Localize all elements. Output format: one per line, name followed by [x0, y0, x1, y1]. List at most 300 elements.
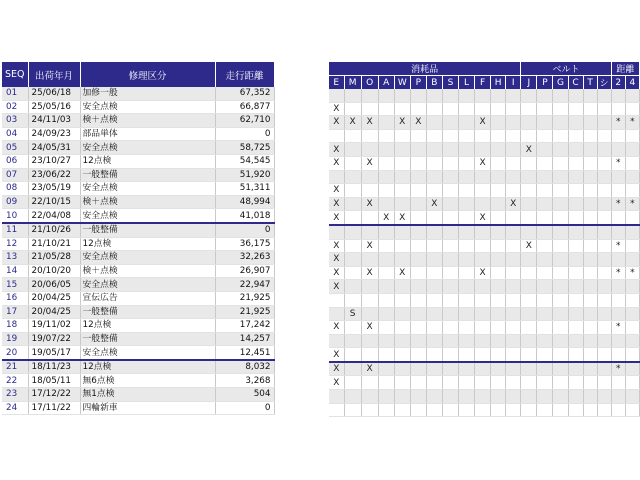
mark-cell: [329, 390, 344, 404]
row-distance: 21,925: [215, 305, 274, 319]
mark-cell: [475, 197, 491, 211]
row-seq: 18: [2, 319, 28, 333]
table-row[interactable]: [2, 291, 274, 305]
sub-header-5: P: [410, 76, 426, 90]
mark-cell: [597, 239, 611, 253]
row-seq: 17: [2, 305, 28, 319]
mark-cell: [394, 334, 410, 348]
mark-cell: [378, 143, 394, 157]
parts-row[interactable]: [329, 225, 640, 239]
mark-cell: [344, 280, 361, 294]
mark-cell: [521, 211, 537, 225]
mark-cell: [410, 211, 426, 225]
row-category: 12点検: [80, 154, 215, 168]
mark-cell: [329, 334, 344, 348]
row-seq: 02: [2, 100, 28, 114]
mark-cell: [537, 280, 553, 294]
mark-cell: [611, 376, 625, 390]
mark-cell: [344, 334, 361, 348]
mark-cell: [611, 293, 625, 307]
col-header-distance[interactable]: 走行距離: [215, 62, 274, 87]
table-row[interactable]: [2, 319, 274, 333]
mark-cell: [458, 280, 474, 294]
mark-cell: [410, 143, 426, 157]
mark-cell: [458, 239, 474, 253]
table-row[interactable]: [2, 168, 274, 182]
mark-cell: [537, 334, 553, 348]
row-seq: 21: [2, 360, 28, 374]
table-row[interactable]: [2, 346, 274, 360]
mark-cell: [475, 362, 491, 376]
mark-cell: [394, 253, 410, 267]
mark-cell: [597, 143, 611, 157]
mark-cell: [553, 403, 568, 417]
mark-cell: [521, 266, 537, 280]
mark-cell: [597, 197, 611, 211]
mark-cell: [597, 403, 611, 417]
mark-cell: [521, 293, 537, 307]
mark-cell: [361, 253, 378, 267]
row-seq: 03: [2, 114, 28, 128]
parts-row[interactable]: [329, 348, 640, 362]
parts-row[interactable]: [329, 89, 640, 102]
parts-row[interactable]: [329, 184, 640, 198]
mark-cell: [583, 390, 597, 404]
mark-cell: [410, 362, 426, 376]
parts-row[interactable]: [329, 307, 640, 321]
mark-cell: [491, 334, 506, 348]
mark-cell: [475, 334, 491, 348]
row-category: 宣伝広告: [80, 291, 215, 305]
mark-cell: [553, 321, 568, 335]
mark-cell: [521, 197, 537, 211]
mark-cell: [426, 102, 442, 116]
mark-cell: [553, 362, 568, 376]
sub-header-2: O: [361, 76, 378, 90]
mark-cell: [537, 211, 553, 225]
mark-cell: [361, 225, 378, 239]
mark-cell: [491, 253, 506, 267]
mark-cell: [583, 321, 597, 335]
mark-cell: X: [394, 266, 410, 280]
col-header-seq[interactable]: SEQ: [2, 62, 28, 87]
mark-cell: [344, 390, 361, 404]
mark-cell: [426, 348, 442, 362]
sub-header-7: S: [442, 76, 458, 90]
mark-cell: [583, 280, 597, 294]
mark-cell: [475, 239, 491, 253]
row-seq: 19: [2, 332, 28, 346]
parts-row[interactable]: [329, 321, 640, 335]
mark-cell: [583, 156, 597, 170]
mark-cell: [625, 129, 639, 143]
row-distance: 0: [215, 401, 274, 415]
mark-cell: [344, 129, 361, 143]
mark-cell: [537, 129, 553, 143]
mark-cell: [625, 102, 639, 116]
mark-cell: [597, 211, 611, 225]
mark-cell: [344, 293, 361, 307]
mark-cell: [378, 293, 394, 307]
table-row[interactable]: [2, 305, 274, 319]
table-row[interactable]: [2, 388, 274, 402]
mark-cell: [553, 348, 568, 362]
mark-cell: [537, 348, 553, 362]
mark-cell: [553, 89, 568, 102]
mark-cell: [442, 390, 458, 404]
row-distance: 8,032: [215, 360, 274, 374]
mark-cell: [568, 403, 583, 417]
mark-cell: [625, 334, 639, 348]
sub-header-10: H: [491, 76, 506, 90]
mark-cell: [625, 225, 639, 239]
mark-cell: [583, 211, 597, 225]
mark-cell: [378, 170, 394, 184]
row-distance: 0: [215, 223, 274, 237]
mark-cell: [553, 184, 568, 198]
mark-cell: [568, 225, 583, 239]
mark-cell: [442, 321, 458, 335]
row-distance: 12,451: [215, 346, 274, 360]
table-row[interactable]: [2, 237, 274, 251]
row-category: 安全点検: [80, 141, 215, 155]
row-date: 22/04/08: [28, 209, 80, 223]
mark-cell: [442, 266, 458, 280]
mark-cell: [361, 89, 378, 102]
row-seq: 20: [2, 346, 28, 360]
mark-cell: [625, 156, 639, 170]
mark-cell: [583, 116, 597, 130]
mark-cell: X: [329, 253, 344, 267]
mark-cell: [611, 334, 625, 348]
parts-table-panel: [329, 62, 640, 417]
parts-row[interactable]: [329, 253, 640, 267]
mark-cell: [491, 307, 506, 321]
mark-cell: [553, 156, 568, 170]
mark-cell: [329, 170, 344, 184]
mark-cell: [442, 197, 458, 211]
row-category: 無1点検: [80, 388, 215, 402]
sub-header-16: T: [583, 76, 597, 90]
mark-cell: [344, 253, 361, 267]
mark-cell: [521, 321, 537, 335]
parts-row[interactable]: [329, 334, 640, 348]
table-row[interactable]: [2, 401, 274, 415]
row-category: 部品単体: [80, 127, 215, 141]
mark-cell: [491, 239, 506, 253]
parts-row[interactable]: [329, 390, 640, 404]
row-seq: 04: [2, 127, 28, 141]
mark-cell: [597, 253, 611, 267]
mark-cell: [491, 348, 506, 362]
table-row[interactable]: [2, 141, 274, 155]
row-distance: 41,018: [215, 209, 274, 223]
mark-cell: [583, 293, 597, 307]
mark-cell: [568, 184, 583, 198]
mark-cell: [521, 403, 537, 417]
row-category: 安全点検: [80, 346, 215, 360]
sub-header-18: 2: [611, 76, 625, 90]
mark-cell: [611, 143, 625, 157]
mark-cell: [521, 102, 537, 116]
parts-row[interactable]: [329, 293, 640, 307]
row-category: 安全点検: [80, 209, 215, 223]
mark-cell: X: [394, 116, 410, 130]
mark-cell: X: [361, 266, 378, 280]
row-date: 20/04/25: [28, 305, 80, 319]
row-date: 23/10/27: [28, 154, 80, 168]
table-row[interactable]: [2, 209, 274, 223]
mark-cell: [458, 376, 474, 390]
mark-cell: [597, 89, 611, 102]
parts-row[interactable]: [329, 116, 640, 130]
mark-cell: [442, 280, 458, 294]
mark-cell: X: [329, 280, 344, 294]
mark-cell: [344, 376, 361, 390]
mark-cell: [568, 321, 583, 335]
parts-row[interactable]: [329, 239, 640, 253]
mark-cell: [568, 280, 583, 294]
mark-cell: [458, 156, 474, 170]
table-row[interactable]: [2, 374, 274, 388]
row-seq: 07: [2, 168, 28, 182]
mark-cell: X: [521, 143, 537, 157]
mark-cell: [506, 334, 521, 348]
parts-row[interactable]: [329, 362, 640, 376]
row-seq: 13: [2, 251, 28, 265]
parts-row[interactable]: [329, 376, 640, 390]
table-row[interactable]: [2, 360, 274, 374]
mark-cell: [597, 170, 611, 184]
mark-cell: [475, 89, 491, 102]
mark-cell: [378, 197, 394, 211]
mark-cell: [553, 129, 568, 143]
table-row[interactable]: [2, 87, 274, 100]
table-row[interactable]: [2, 154, 274, 168]
mark-cell: [597, 362, 611, 376]
mark-cell: [506, 376, 521, 390]
mark-cell: X: [329, 116, 344, 130]
mark-cell: [553, 239, 568, 253]
mark-cell: [442, 129, 458, 143]
mark-cell: X: [378, 211, 394, 225]
mark-cell: [625, 143, 639, 157]
mark-cell: [506, 293, 521, 307]
parts-row[interactable]: [329, 129, 640, 143]
row-category: 12点検: [80, 237, 215, 251]
row-distance: 21,925: [215, 291, 274, 305]
table-row[interactable]: [2, 182, 274, 196]
mark-cell: [426, 225, 442, 239]
col-header-date[interactable]: 出荷年月: [28, 62, 80, 87]
mark-cell: [568, 197, 583, 211]
mark-cell: [426, 143, 442, 157]
mark-cell: [537, 293, 553, 307]
table-row[interactable]: [2, 223, 274, 237]
table-row[interactable]: [2, 195, 274, 209]
mark-cell: [625, 348, 639, 362]
mark-cell: [344, 184, 361, 198]
row-date: 24/05/31: [28, 141, 80, 155]
parts-row[interactable]: [329, 156, 640, 170]
mark-cell: [611, 348, 625, 362]
table-row[interactable]: [2, 114, 274, 128]
row-seq: 08: [2, 182, 28, 196]
mark-cell: [553, 211, 568, 225]
parts-row[interactable]: [329, 170, 640, 184]
mark-cell: [410, 376, 426, 390]
mark-cell: [426, 266, 442, 280]
mark-cell: [475, 348, 491, 362]
mark-cell: [475, 293, 491, 307]
parts-row[interactable]: [329, 102, 640, 116]
mark-cell: [491, 156, 506, 170]
mark-cell: [442, 211, 458, 225]
mark-cell: [568, 307, 583, 321]
mark-cell: [442, 307, 458, 321]
mark-cell: [553, 197, 568, 211]
mark-cell: [553, 266, 568, 280]
mark-cell: [344, 197, 361, 211]
table-row[interactable]: [2, 251, 274, 265]
mark-cell: [475, 129, 491, 143]
mark-cell: [568, 102, 583, 116]
row-distance: 67,352: [215, 87, 274, 100]
mark-cell: [625, 184, 639, 198]
mark-cell: [442, 89, 458, 102]
parts-row[interactable]: [329, 403, 640, 417]
mark-cell: [553, 143, 568, 157]
mark-cell: [506, 321, 521, 335]
mark-cell: [344, 403, 361, 417]
mark-cell: [329, 225, 344, 239]
mark-cell: [491, 143, 506, 157]
table-row[interactable]: [2, 127, 274, 141]
mark-cell: [583, 170, 597, 184]
mark-cell: X: [329, 376, 344, 390]
mark-cell: [491, 390, 506, 404]
mark-cell: [410, 89, 426, 102]
mark-cell: [394, 376, 410, 390]
table-row[interactable]: [2, 100, 274, 114]
mark-cell: [625, 376, 639, 390]
mark-cell: [378, 156, 394, 170]
mark-cell: [537, 239, 553, 253]
mark-cell: [475, 403, 491, 417]
mark-cell: [491, 89, 506, 102]
parts-row[interactable]: [329, 266, 640, 280]
mark-cell: [568, 116, 583, 130]
mark-cell: [568, 348, 583, 362]
table-row[interactable]: [2, 332, 274, 346]
mark-cell: [475, 390, 491, 404]
mark-cell: [458, 197, 474, 211]
parts-row[interactable]: [329, 211, 640, 225]
row-distance: 17,242: [215, 319, 274, 333]
mark-cell: [625, 293, 639, 307]
mark-cell: [394, 143, 410, 157]
mark-cell: [458, 362, 474, 376]
row-seq: 09: [2, 195, 28, 209]
row-seq: 15: [2, 278, 28, 292]
mark-cell: [458, 253, 474, 267]
parts-row[interactable]: [329, 197, 640, 211]
mark-cell: [475, 102, 491, 116]
mark-cell: [506, 280, 521, 294]
row-seq: 24: [2, 401, 28, 415]
row-date: 24/11/03: [28, 114, 80, 128]
table-row[interactable]: [2, 278, 274, 292]
mark-cell: [583, 129, 597, 143]
col-header-category[interactable]: 修理区分: [80, 62, 215, 87]
mark-cell: [394, 184, 410, 198]
mark-cell: [410, 348, 426, 362]
mark-cell: [611, 170, 625, 184]
row-date: 18/11/23: [28, 360, 80, 374]
mark-cell: [475, 307, 491, 321]
mark-cell: [568, 253, 583, 267]
mark-cell: [506, 116, 521, 130]
parts-row[interactable]: [329, 143, 640, 157]
parts-row[interactable]: [329, 280, 640, 294]
mark-cell: X: [329, 211, 344, 225]
mark-cell: [458, 266, 474, 280]
mark-cell: [475, 376, 491, 390]
mark-cell: [611, 102, 625, 116]
mark-cell: X: [361, 362, 378, 376]
mark-cell: [583, 307, 597, 321]
mark-cell: [491, 184, 506, 198]
sub-header-14: G: [553, 76, 568, 90]
mark-cell: [506, 89, 521, 102]
mark-cell: [458, 348, 474, 362]
mark-cell: [521, 376, 537, 390]
mark-cell: [361, 170, 378, 184]
mark-cell: X: [329, 156, 344, 170]
mark-cell: [568, 390, 583, 404]
mark-cell: [506, 390, 521, 404]
row-seq: 10: [2, 209, 28, 223]
mark-cell: [426, 89, 442, 102]
sub-header-1: M: [344, 76, 361, 90]
row-date: 20/06/05: [28, 278, 80, 292]
mark-cell: [521, 348, 537, 362]
sub-header-11: I: [506, 76, 521, 90]
mark-cell: [344, 266, 361, 280]
mark-cell: [361, 143, 378, 157]
mark-cell: [521, 225, 537, 239]
mark-cell: X: [329, 348, 344, 362]
mark-cell: [583, 362, 597, 376]
row-date: 19/11/02: [28, 319, 80, 333]
mark-cell: *: [611, 239, 625, 253]
row-category: 検＋点検: [80, 114, 215, 128]
mark-cell: [426, 293, 442, 307]
mark-cell: [521, 334, 537, 348]
mark-cell: [458, 307, 474, 321]
mark-cell: X: [329, 362, 344, 376]
sub-header-15: C: [568, 76, 583, 90]
mark-cell: [426, 403, 442, 417]
row-distance: 62,710: [215, 114, 274, 128]
mark-cell: [344, 102, 361, 116]
mark-cell: [611, 253, 625, 267]
mark-cell: [506, 239, 521, 253]
mark-cell: [329, 129, 344, 143]
mark-cell: [553, 116, 568, 130]
table-row[interactable]: [2, 264, 274, 278]
mark-cell: [583, 239, 597, 253]
